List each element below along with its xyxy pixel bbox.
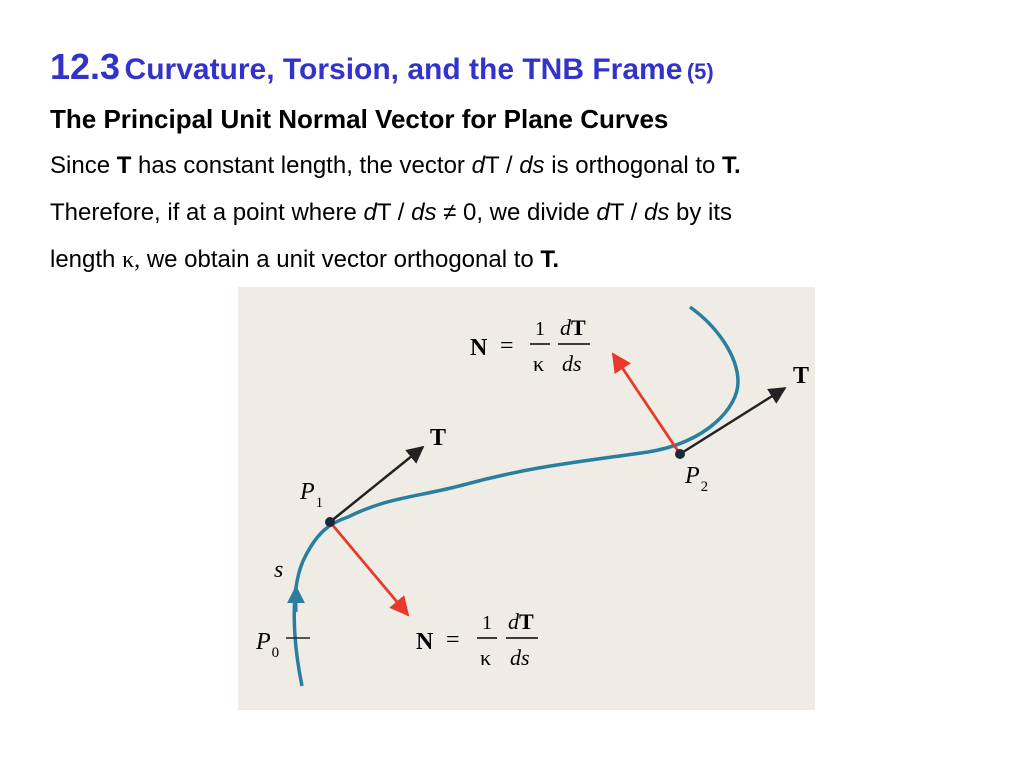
normal-formula-bottom <box>416 609 538 670</box>
vector-T: T <box>116 152 132 179</box>
vector-T: T. <box>722 152 741 179</box>
formula-one: 1 <box>482 612 492 634</box>
paragraph-line-2 <box>50 199 732 227</box>
math-d: d <box>471 152 485 179</box>
slide-subtitle: The Principal Unit Normal Vector for Plane Curves <box>50 104 669 134</box>
curve-figure <box>238 287 815 710</box>
formula-eq: = <box>500 333 514 359</box>
paragraph-line-3 <box>50 246 559 274</box>
math-d: d <box>363 199 377 226</box>
formula-eq: = <box>446 627 460 653</box>
section-title: Curvature, Torsion, and the TNB Frame <box>124 53 683 86</box>
formula-kappa: κ <box>480 645 492 670</box>
label-P1: $P_1$ <box>300 479 324 511</box>
label-T-p2: T <box>793 363 810 389</box>
slide-title <box>50 46 714 88</box>
point-p1 <box>325 517 335 527</box>
vector-T: T <box>609 199 624 226</box>
math-neq: ≠ 0, we divide <box>436 199 597 226</box>
vector-T: T <box>376 199 392 226</box>
paragraph-line-1 <box>50 152 741 180</box>
vector-T: T. <box>540 246 560 273</box>
formula-one: 1 <box>535 318 545 340</box>
formula-kappa: κ <box>533 351 545 376</box>
math-ds: ds <box>644 199 670 226</box>
vector-T: T <box>484 152 500 179</box>
math-d: d <box>596 199 610 226</box>
formula-ds: ds <box>562 351 582 376</box>
label-s: s <box>274 557 284 583</box>
formula-ds: ds <box>510 645 530 670</box>
math-slash: / <box>397 199 405 226</box>
normal-arrow-p1 <box>330 522 408 615</box>
formula-dT: dT <box>560 315 586 340</box>
section-number: 12.3 <box>50 46 121 87</box>
math-kappa: κ, <box>122 247 141 273</box>
label-T-p1: T <box>430 425 447 451</box>
math-slash: / <box>630 199 638 226</box>
text-span: Therefore, if at a point where <box>50 199 364 226</box>
formula-dT: dT <box>508 609 534 634</box>
curve-diagram <box>238 287 815 710</box>
point-p2 <box>675 449 685 459</box>
text-span: is orthogonal to <box>544 152 723 179</box>
text-span: length <box>50 246 123 273</box>
text-span: has constant length, the vector <box>131 152 472 179</box>
text-span: by its <box>669 199 733 226</box>
math-ds: ds <box>519 152 545 179</box>
math-ds: ds <box>411 199 437 226</box>
label-P0: $P_0$ <box>256 629 280 661</box>
label-P2: $P_2$ <box>685 463 709 495</box>
section-part: (5) <box>686 59 714 84</box>
formula-N: N <box>416 629 434 655</box>
math-slash: / <box>505 152 513 179</box>
formula-N: N <box>470 335 488 361</box>
text-span: Since <box>50 152 117 179</box>
text-span: we obtain a unit vector orthogonal to <box>140 246 541 273</box>
normal-arrow-p2 <box>613 354 680 454</box>
tangent-arrow-p1 <box>330 447 423 522</box>
normal-formula-top <box>470 315 590 376</box>
